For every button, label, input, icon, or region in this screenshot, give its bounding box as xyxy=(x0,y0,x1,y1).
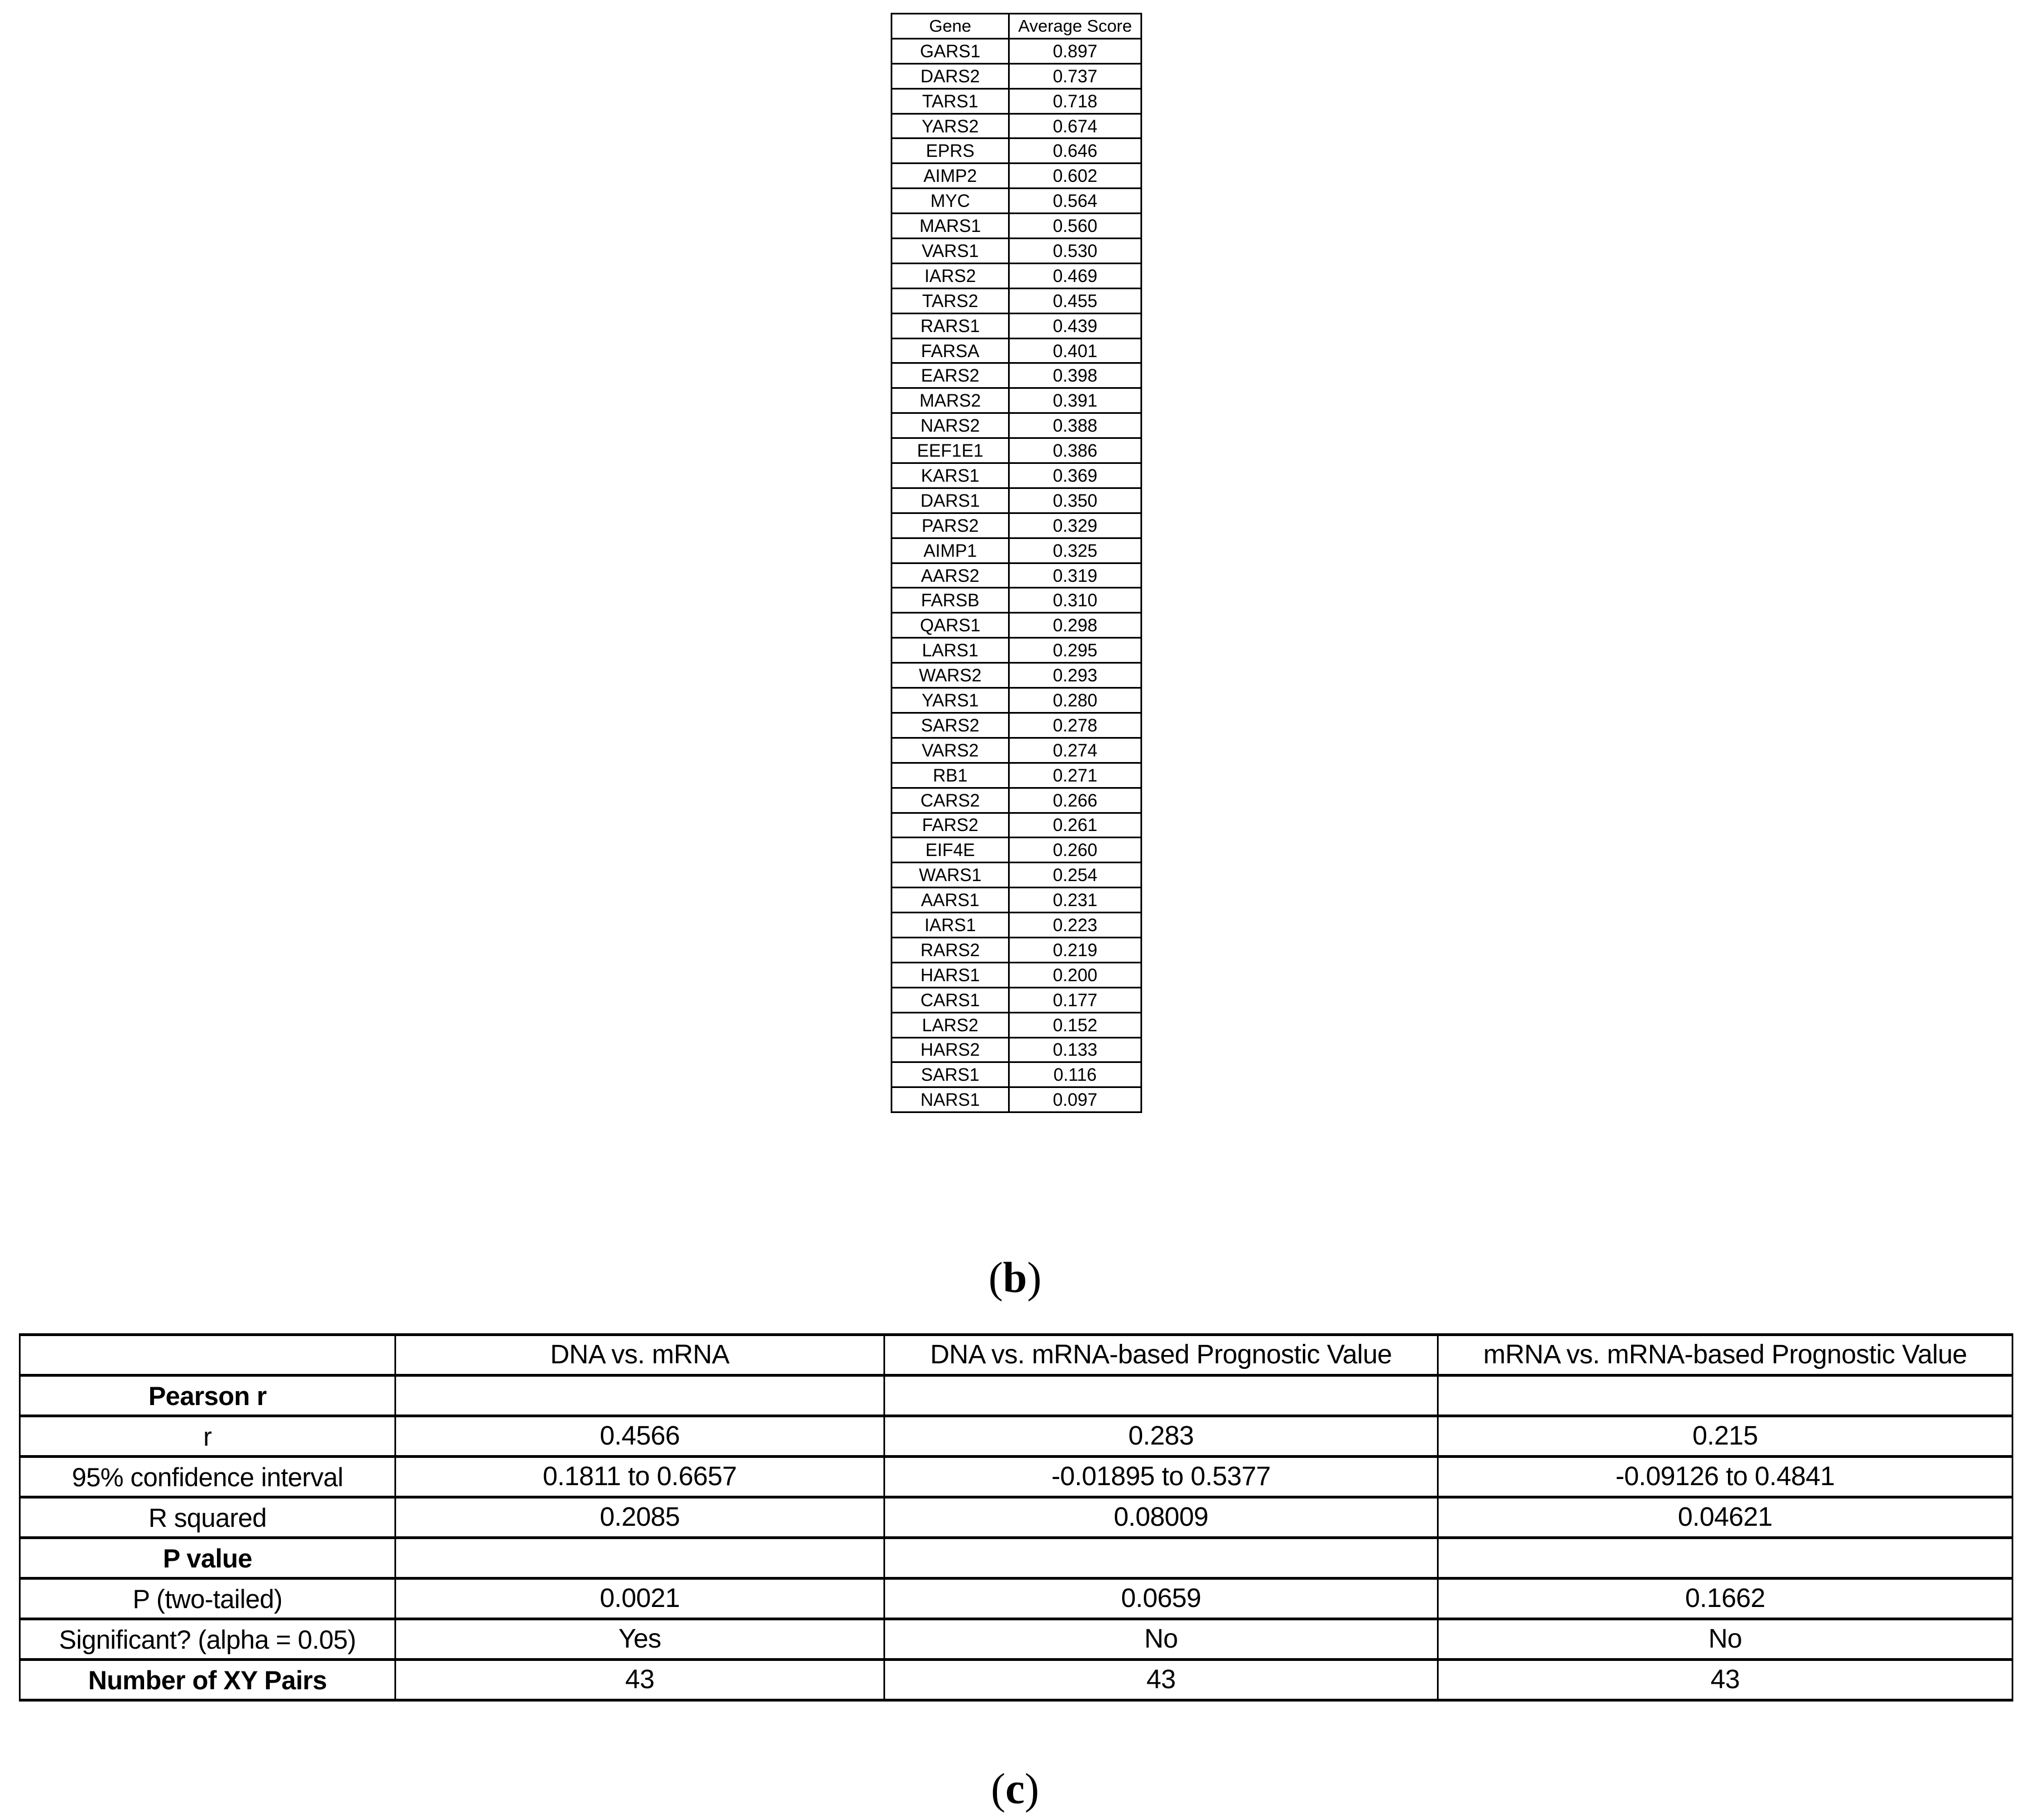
row-label-cell: Pearson r xyxy=(20,1376,396,1416)
gene-average-score-table xyxy=(891,13,1142,1113)
gene-name-cell: FARS2 xyxy=(892,813,1009,838)
gene-name-cell: IARS1 xyxy=(892,913,1009,938)
table-row xyxy=(892,38,1142,63)
value-cell xyxy=(1438,1538,2013,1579)
gene-name-cell: PARS2 xyxy=(892,513,1009,538)
gene-name-cell: LARS2 xyxy=(892,1012,1009,1037)
table-row xyxy=(892,1012,1142,1037)
average-score-cell: 0.674 xyxy=(1009,113,1142,139)
table-row xyxy=(892,563,1142,588)
table-row xyxy=(20,1376,2013,1416)
table-row xyxy=(20,1416,2013,1457)
caption-close-paren: ) xyxy=(1027,1253,1042,1302)
table-row xyxy=(892,1037,1142,1062)
gene-name-cell: MARS2 xyxy=(892,388,1009,413)
average-score-cell: 0.254 xyxy=(1009,863,1142,888)
table-header-row xyxy=(892,14,1142,39)
gene-name-cell: AIMP2 xyxy=(892,164,1009,189)
gene-name-cell: RB1 xyxy=(892,763,1009,788)
average-score-cell: 0.386 xyxy=(1009,438,1142,463)
average-score-cell: 0.293 xyxy=(1009,663,1142,688)
average-score-cell: 0.231 xyxy=(1009,888,1142,913)
value-cell: 0.0021 xyxy=(396,1579,885,1619)
gene-name-cell: YARS2 xyxy=(892,113,1009,139)
value-cell: 0.283 xyxy=(885,1416,1438,1457)
table-row xyxy=(892,189,1142,214)
table-row xyxy=(892,638,1142,663)
average-score-cell: 0.737 xyxy=(1009,63,1142,88)
table-row xyxy=(892,1087,1142,1112)
average-score-cell: 0.177 xyxy=(1009,987,1142,1012)
value-cell: 0.215 xyxy=(1438,1416,2013,1457)
column-header-gene: Gene xyxy=(892,14,1009,39)
gene-name-cell: CARS2 xyxy=(892,788,1009,813)
table-row xyxy=(892,239,1142,264)
average-score-cell: 0.391 xyxy=(1009,388,1142,413)
table-row xyxy=(892,263,1142,288)
table-row xyxy=(892,613,1142,638)
table-row xyxy=(892,937,1142,962)
row-label-cell: P (two-tailed) xyxy=(20,1579,396,1619)
average-score-cell: 0.388 xyxy=(1009,413,1142,438)
table-row xyxy=(20,1660,2013,1700)
gene-name-cell: GARS1 xyxy=(892,38,1009,63)
table-row xyxy=(892,288,1142,313)
gene-name-cell: FARSA xyxy=(892,338,1009,363)
average-score-cell: 0.298 xyxy=(1009,613,1142,638)
row-label-cell: 95% confidence interval xyxy=(20,1457,396,1497)
average-score-cell: 0.266 xyxy=(1009,788,1142,813)
column-header-blank xyxy=(20,1335,396,1376)
table-row xyxy=(892,463,1142,488)
table-row xyxy=(892,713,1142,738)
table-row xyxy=(892,538,1142,563)
average-score-cell: 0.310 xyxy=(1009,588,1142,613)
pearson-correlation-table xyxy=(19,1333,2013,1702)
value-cell: -0.01895 to 0.5377 xyxy=(885,1457,1438,1497)
value-cell: Yes xyxy=(396,1619,885,1660)
table-row xyxy=(892,413,1142,438)
table-row xyxy=(20,1457,2013,1497)
table-row xyxy=(892,588,1142,613)
average-score-cell: 0.602 xyxy=(1009,164,1142,189)
gene-name-cell: TARS1 xyxy=(892,88,1009,113)
table-row xyxy=(892,913,1142,938)
average-score-cell: 0.261 xyxy=(1009,813,1142,838)
value-cell: No xyxy=(1438,1619,2013,1660)
gene-name-cell: YARS1 xyxy=(892,688,1009,713)
table-row xyxy=(892,388,1142,413)
gene-name-cell: DARS1 xyxy=(892,488,1009,513)
gene-name-cell: LARS1 xyxy=(892,638,1009,663)
average-score-cell: 0.295 xyxy=(1009,638,1142,663)
gene-name-cell: RARS2 xyxy=(892,937,1009,962)
average-score-cell: 0.897 xyxy=(1009,38,1142,63)
table-row xyxy=(892,363,1142,388)
table-row xyxy=(892,788,1142,813)
table-row xyxy=(892,214,1142,239)
average-score-cell: 0.223 xyxy=(1009,913,1142,938)
average-score-cell: 0.401 xyxy=(1009,338,1142,363)
gene-name-cell: FARSB xyxy=(892,588,1009,613)
table-row xyxy=(892,313,1142,338)
average-score-cell: 0.455 xyxy=(1009,288,1142,313)
average-score-cell: 0.271 xyxy=(1009,763,1142,788)
column-header-average-score: Average Score xyxy=(1009,14,1142,39)
table-row xyxy=(892,987,1142,1012)
table-row xyxy=(892,863,1142,888)
gene-name-cell: HARS1 xyxy=(892,962,1009,987)
caption-open-paren: ( xyxy=(988,1253,1003,1302)
table-row xyxy=(20,1579,2013,1619)
gene-name-cell: TARS2 xyxy=(892,288,1009,313)
gene-name-cell: IARS2 xyxy=(892,263,1009,288)
average-score-cell: 0.274 xyxy=(1009,738,1142,763)
value-cell: No xyxy=(885,1619,1438,1660)
panel-label-c xyxy=(0,1764,2030,1813)
value-cell: 0.2085 xyxy=(396,1497,885,1538)
table-row xyxy=(892,488,1142,513)
gene-name-cell: EPRS xyxy=(892,139,1009,164)
gene-name-cell: EIF4E xyxy=(892,838,1009,863)
gene-name-cell: AIMP1 xyxy=(892,538,1009,563)
value-cell: 43 xyxy=(885,1660,1438,1700)
value-cell: 0.1662 xyxy=(1438,1579,2013,1619)
average-score-cell: 0.116 xyxy=(1009,1062,1142,1087)
gene-name-cell: MARS1 xyxy=(892,214,1009,239)
average-score-cell: 0.325 xyxy=(1009,538,1142,563)
value-cell xyxy=(1438,1376,2013,1416)
row-label-cell: r xyxy=(20,1416,396,1457)
average-score-cell: 0.564 xyxy=(1009,189,1142,214)
average-score-cell: 0.646 xyxy=(1009,139,1142,164)
table-row xyxy=(892,63,1142,88)
value-cell: -0.09126 to 0.4841 xyxy=(1438,1457,2013,1497)
average-score-cell: 0.398 xyxy=(1009,363,1142,388)
table-row xyxy=(892,663,1142,688)
table-row xyxy=(892,113,1142,139)
value-cell: 43 xyxy=(396,1660,885,1700)
table-row xyxy=(892,438,1142,463)
table-row xyxy=(892,164,1142,189)
row-label-cell: P value xyxy=(20,1538,396,1579)
column-header-dna-vs-prognostic: DNA vs. mRNA-based Prognostic Value xyxy=(885,1335,1438,1376)
table-row xyxy=(20,1619,2013,1660)
gene-name-cell: HARS2 xyxy=(892,1037,1009,1062)
gene-name-cell: WARS2 xyxy=(892,663,1009,688)
gene-name-cell: AARS2 xyxy=(892,563,1009,588)
table-row xyxy=(892,88,1142,113)
value-cell: 0.04621 xyxy=(1438,1497,2013,1538)
average-score-cell: 0.530 xyxy=(1009,239,1142,264)
column-header-dna-vs-mrna: DNA vs. mRNA xyxy=(396,1335,885,1376)
average-score-cell: 0.278 xyxy=(1009,713,1142,738)
table-row xyxy=(892,962,1142,987)
value-cell xyxy=(885,1538,1438,1579)
gene-name-cell: EARS2 xyxy=(892,363,1009,388)
row-label-cell: Significant? (alpha = 0.05) xyxy=(20,1619,396,1660)
average-score-cell: 0.280 xyxy=(1009,688,1142,713)
gene-name-cell: KARS1 xyxy=(892,463,1009,488)
row-label-cell: R squared xyxy=(20,1497,396,1538)
gene-name-cell: WARS1 xyxy=(892,863,1009,888)
gene-name-cell: VARS1 xyxy=(892,239,1009,264)
caption-close-paren: ) xyxy=(1024,1764,1039,1813)
table-header-row xyxy=(20,1335,2013,1376)
average-score-cell: 0.350 xyxy=(1009,488,1142,513)
panel-label-b xyxy=(0,1253,2030,1302)
table-row xyxy=(20,1497,2013,1538)
gene-name-cell: EEF1E1 xyxy=(892,438,1009,463)
value-cell xyxy=(396,1376,885,1416)
table-row xyxy=(892,763,1142,788)
gene-name-cell: SARS1 xyxy=(892,1062,1009,1087)
table-row xyxy=(20,1538,2013,1579)
average-score-cell: 0.439 xyxy=(1009,313,1142,338)
row-label-cell: Number of XY Pairs xyxy=(20,1660,396,1700)
average-score-cell: 0.097 xyxy=(1009,1087,1142,1112)
average-score-cell: 0.369 xyxy=(1009,463,1142,488)
table-row xyxy=(892,338,1142,363)
table-row xyxy=(892,1062,1142,1087)
gene-name-cell: CARS1 xyxy=(892,987,1009,1012)
average-score-cell: 0.200 xyxy=(1009,962,1142,987)
average-score-cell: 0.560 xyxy=(1009,214,1142,239)
table-row xyxy=(892,688,1142,713)
table-row xyxy=(892,738,1142,763)
value-cell xyxy=(396,1538,885,1579)
value-cell xyxy=(885,1376,1438,1416)
average-score-cell: 0.469 xyxy=(1009,263,1142,288)
gene-name-cell: MYC xyxy=(892,189,1009,214)
gene-name-cell: VARS2 xyxy=(892,738,1009,763)
average-score-cell: 0.260 xyxy=(1009,838,1142,863)
caption-letter: b xyxy=(1002,1253,1028,1302)
table-row xyxy=(892,813,1142,838)
gene-name-cell: NARS2 xyxy=(892,413,1009,438)
average-score-cell: 0.133 xyxy=(1009,1037,1142,1062)
table-row xyxy=(892,838,1142,863)
column-header-mrna-vs-prognostic: mRNA vs. mRNA-based Prognostic Value xyxy=(1438,1335,2013,1376)
gene-name-cell: NARS1 xyxy=(892,1087,1009,1112)
average-score-cell: 0.152 xyxy=(1009,1012,1142,1037)
table-row xyxy=(892,513,1142,538)
value-cell: 0.4566 xyxy=(396,1416,885,1457)
average-score-cell: 0.219 xyxy=(1009,937,1142,962)
value-cell: 0.1811 to 0.6657 xyxy=(396,1457,885,1497)
value-cell: 0.0659 xyxy=(885,1579,1438,1619)
gene-name-cell: QARS1 xyxy=(892,613,1009,638)
gene-name-cell: RARS1 xyxy=(892,313,1009,338)
gene-name-cell: AARS1 xyxy=(892,888,1009,913)
gene-name-cell: SARS2 xyxy=(892,713,1009,738)
caption-open-paren: ( xyxy=(991,1764,1006,1813)
gene-name-cell: DARS2 xyxy=(892,63,1009,88)
average-score-cell: 0.319 xyxy=(1009,563,1142,588)
table-row xyxy=(892,139,1142,164)
average-score-cell: 0.718 xyxy=(1009,88,1142,113)
average-score-cell: 0.329 xyxy=(1009,513,1142,538)
caption-letter: c xyxy=(1005,1764,1025,1813)
value-cell: 0.08009 xyxy=(885,1497,1438,1538)
table-row xyxy=(892,888,1142,913)
value-cell: 43 xyxy=(1438,1660,2013,1700)
